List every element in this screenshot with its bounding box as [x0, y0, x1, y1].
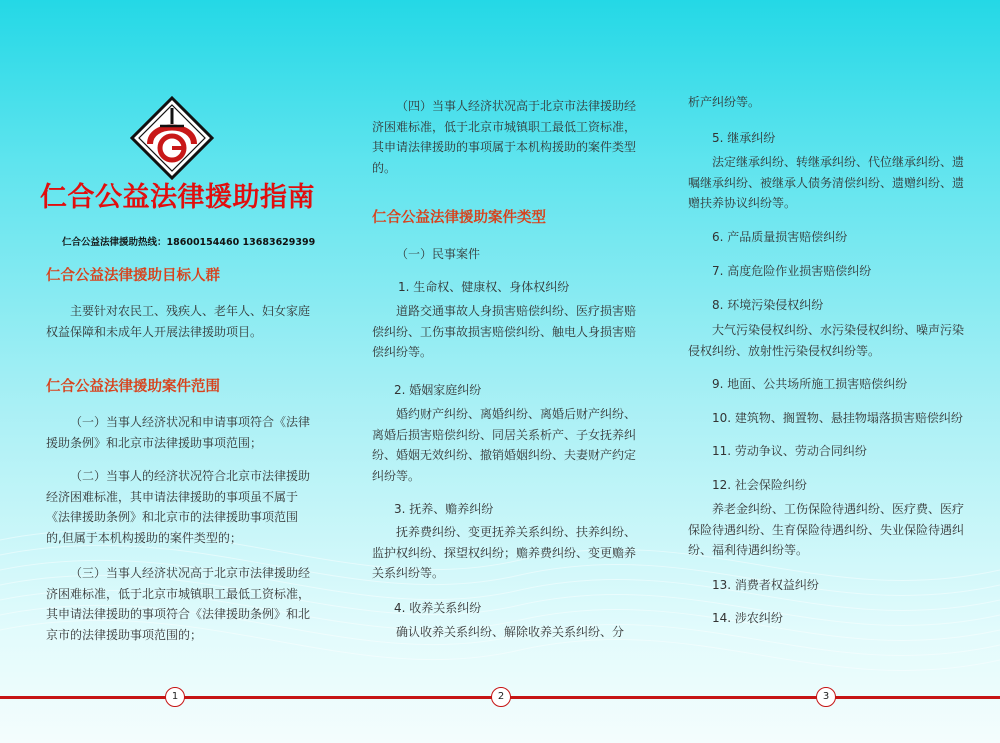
item-8-title: 8. 环境污染侵权纠纷 [712, 298, 824, 312]
scope-item-4: （四）当事人经济状况高于北京市法律援助经济困难标准，低于北京市城镇职工最低工资标准，其申请法律援助的事项属于本机构援助的案件类型的。 [372, 99, 637, 175]
item-14-title: 14. 涉农纠纷 [712, 611, 783, 625]
item-4-continued: 析产纠纷等。 [688, 95, 761, 109]
item-12-title: 12. 社会保险纠纷 [712, 478, 807, 492]
civil-label: （一）民事案件 [396, 247, 481, 261]
types-heading: 仁合公益法律援助案件类型 [372, 209, 546, 226]
item-2-text: 婚约财产纠纷、离婚纠纷、离婚后财产纠纷、离婚后损害赔偿纠纷、同居关系析产、子女抚养纠纷、婚姻无效纠纷、撤销婚姻纠纷、夫妻财产约定纠纷等。 [372, 407, 637, 483]
item-4-text: 确认收养关系纠纷、解除收养关系纠纷、分 [396, 625, 625, 639]
target-text: 主要针对农民工、残疾人、老年人、妇女家庭权益保障和未成年人开展法律援助项目。 [46, 304, 311, 339]
item-13-title: 13. 消费者权益纠纷 [712, 578, 819, 592]
scope-heading: 仁合公益法律援助案件范围 [46, 378, 220, 395]
item-4-title: 4. 收养关系纠纷 [394, 601, 482, 615]
item-6-title: 6. 产品质量损害赔偿纠纷 [712, 230, 848, 244]
item-5-text: 法定继承纠纷、转继承纠纷、代位继承纠纷、遗嘱继承纠纷、被继承人债务清偿纠纷、遗赠纠纷、遗赠扶养协议纠纷等。 [688, 155, 965, 210]
brand-title: 仁合公益法律援助指南 [40, 182, 315, 213]
item-9-title: 9. 地面、公共场所施工损害赔偿纠纷 [712, 377, 908, 391]
item-3-text: 抚养费纠纷、变更抚养关系纠纷、扶养纠纷、监护权纠纷、探望权纠纷；赡养费纠纷、变更赡养关系纠纷等。 [372, 525, 637, 580]
renhe-logo-icon [130, 96, 214, 180]
hotline: 仁合公益法律援助热线：18600154460 13683629399 [62, 237, 316, 248]
scope-item-1: （一）当事人经济状况和申请事项符合《法律援助条例》和北京市法律援助事项范围； [46, 415, 311, 450]
target-heading: 仁合公益法律援助目标人群 [46, 267, 220, 284]
scope-item-2: （二）当事人的经济状况符合北京市法律援助经济困难标准，其申请法律援助的事项虽不属于《法律援助条例》和北京市的法律援助事项范围的,但属于本机构援助的案件类型的； [46, 469, 311, 545]
page-number-1: 1 [165, 687, 185, 707]
item-11-title: 11. 劳动争议、劳动合同纠纷 [712, 444, 867, 458]
item-1-text: 道路交通事故人身损害赔偿纠纷、医疗损害赔偿纠纷、工伤事故损害赔偿纠纷、触电人身损害赔偿纠纷等。 [372, 304, 637, 359]
item-12-text: 养老金纠纷、工伤保险待遇纠纷、医疗费、医疗保险待遇纠纷、生育保险待遇纠纷、失业保险待遇纠纷、福利待遇纠纷等。 [688, 502, 965, 557]
scope-item-3: （三）当事人经济状况高于北京市法律援助经济困难标准，低于北京市城镇职工最低工资标准，其申请法律援助的事项符合《法律援助条例》和北京市的法律援助事项范围的； [46, 566, 311, 642]
page-number-3: 3 [816, 687, 836, 707]
item-1-title: 1. 生命权、健康权、身体权纠纷 [398, 280, 570, 294]
item-3-title: 3. 抚养、赡养纠纷 [394, 502, 494, 516]
item-10-title: 10. 建筑物、搁置物、悬挂物塌落损害赔偿纠纷 [712, 411, 963, 425]
item-2-title: 2. 婚姻家庭纠纷 [394, 383, 482, 397]
item-8-text: 大气污染侵权纠纷、水污染侵权纠纷、噪声污染侵权纠纷、放射性污染侵权纠纷等。 [688, 323, 965, 358]
item-5-title: 5. 继承纠纷 [712, 131, 776, 145]
item-7-title: 7. 高度危险作业损害赔偿纠纷 [712, 264, 872, 278]
page-number-2: 2 [491, 687, 511, 707]
